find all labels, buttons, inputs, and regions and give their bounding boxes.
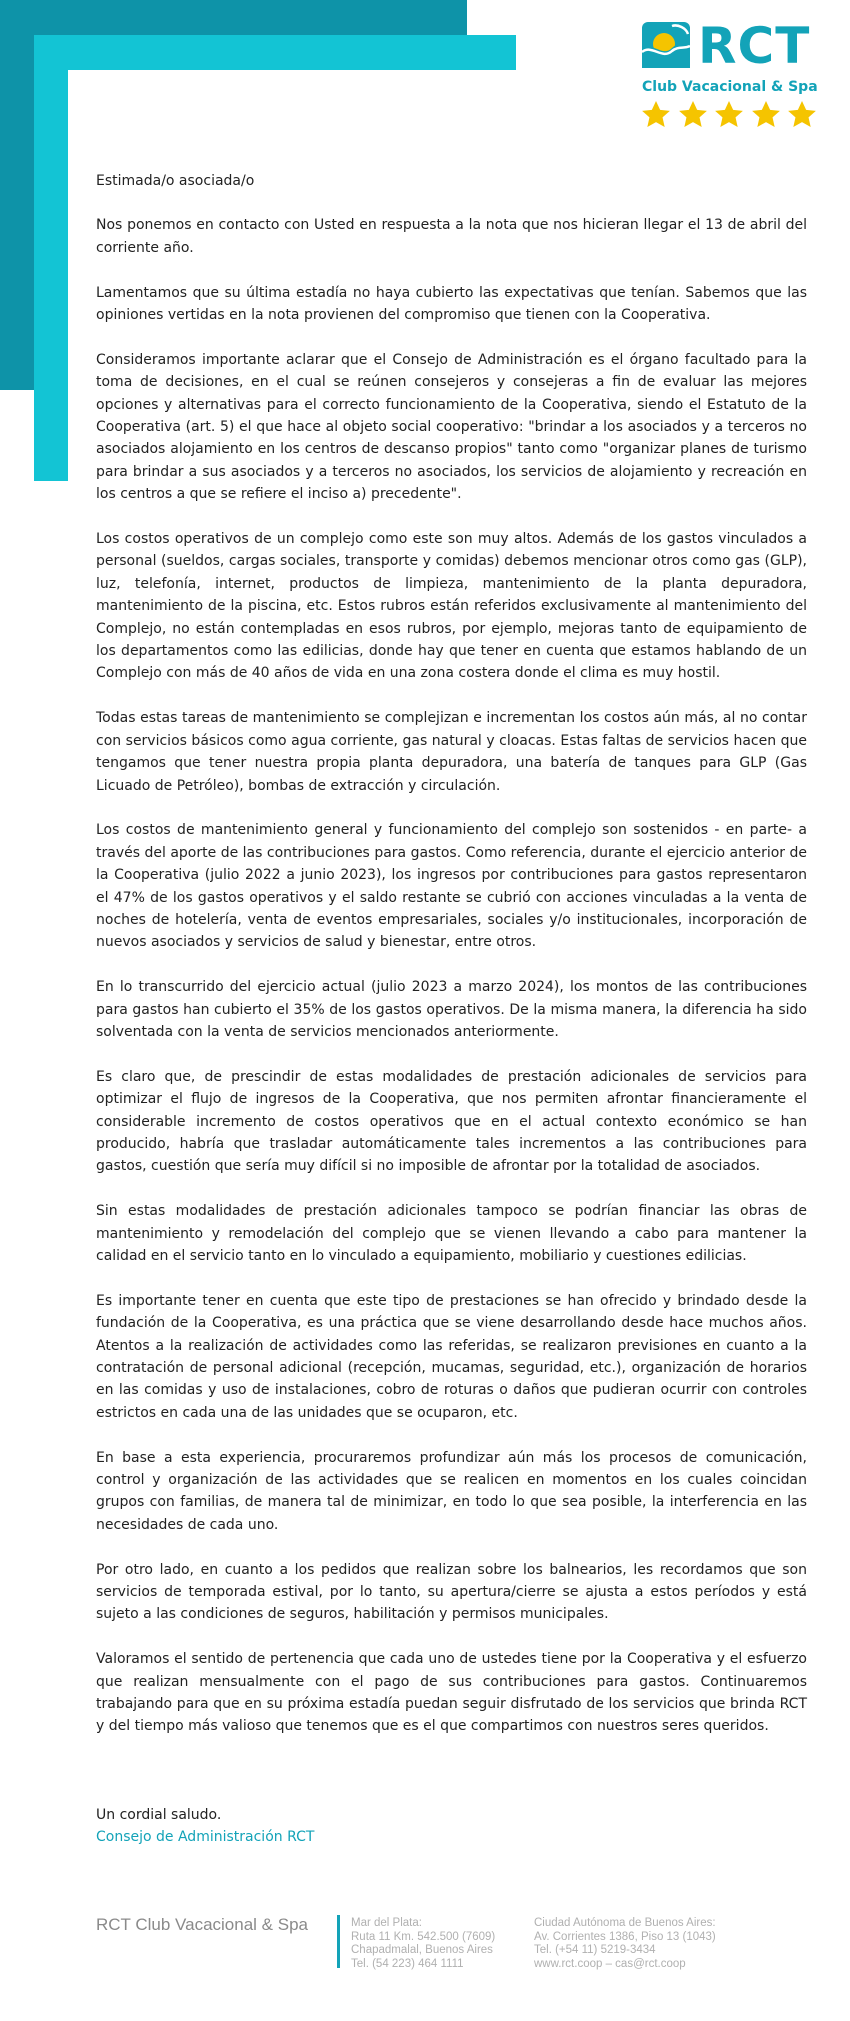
- paragraph: Consideramos importante aclarar que el Consejo de Administración es el órgano facultado para la toma de decisiones, en el cual se reúnen consejeros y consejeras a fin de evaluar las mejores opciones y alternativas para el correcto funcionamiento de la Cooperativa, siendo el Estatuto de la Cooperativa (art. 5) el que hace al objeto social cooperativo: "brindar a los asociados y a terceros no asociados alojamiento en los centros de descanso propios" tanto como "organizar planes de turismo para brindar a sus asociados y a terceros no asociados, los servicios de alojamiento y recreación en los centros a que se refiere el inciso a) precedente".: [96, 351, 807, 503]
- decor-band-light-vertical: [34, 35, 68, 481]
- footer-line: Tel. (+54 11) 5219-3434: [534, 1944, 656, 1956]
- footer-line: Ciudad Autónoma de Buenos Aires:: [534, 1917, 716, 1929]
- footer-link-web-email[interactable]: www.rct.coop – cas@rct.coop: [534, 1957, 686, 1970]
- star-icon: [677, 99, 709, 131]
- footer-line: Tel. (54 223) 464 1111: [351, 1957, 464, 1970]
- paragraph: Valoramos el sentido de pertenencia que cada uno de ustedes tiene por la Cooperativa y el esfuerzo que realizan mensualmente con el pago de sus contribuciones para gastos. Continuaremos trabajando para que en su próxima estadía puedan seguir disfrutado de los servicios que brinda RCT y del tiempo más valioso que tenemos que es el que compartimos con nuestros seres queridos.: [96, 1651, 807, 1735]
- paragraph: Es claro que, de prescindir de estas modalidades de prestación adicionales de servicios para optimizar el flujo de ingresos de la Cooperativa, que nos permiten afrontar financieramente el considerable incremento de costos operativos que en el actual contexto económico se han producido, habría que trasladar automáticamente tales incrementos a las contribuciones para gastos, cuestión que sería muy difícil si no imposible de afrontar por la totalidad de asociados.: [96, 1068, 807, 1175]
- brand-subtitle: Club Vacacional & Spa: [642, 79, 818, 95]
- decor-band-dark-vertical: [0, 0, 34, 390]
- footer-office-mar-del-plata: [351, 1917, 495, 1971]
- paragraph: Por otro lado, en cuanto a los pedidos que realizan sobre los balnearios, les recordamos que son servicios de temporada estival, por lo tanto, su apertura/cierre se ajusta a estos períodos y está sujeto a las condiciones de seguros, habilitación y permisos municipales.: [96, 1561, 807, 1623]
- footer-brand: RCT Club Vacacional & Spa: [96, 1915, 308, 1934]
- decor-band-dark-horizontal: [0, 0, 467, 35]
- footer-line: Chapadmalal, Buenos Aires: [351, 1944, 493, 1956]
- footer-office-caba: [534, 1917, 716, 1971]
- greeting: Estimada/o asociada/o: [96, 173, 255, 189]
- paragraph: Es importante tener en cuenta que este tipo de prestaciones se han ofrecido y brindado desde la fundación de la Cooperativa, es una práctica que se viene desarrollando desde hace muchos años. Atentos a la realización de actividades como las referidas, se realizaron previsiones en cuanto a la contratación de personal adicional (recepción, mucamas, seguridad, etc.), organización de horarios en las comidas y uso de instalaciones, cobro de roturas o daños que pudieran ocurrir con controles estrictos en cada una de las unidades que se ocuparon, etc.: [96, 1292, 807, 1421]
- paragraph: Lamentamos que su última estadía no haya cubierto las expectativas que tenían. Sabemos que las opiniones vertidas en la nota provienen del compromiso que tienen con la Cooperativa.: [96, 284, 807, 324]
- rct-logo: [640, 17, 818, 132]
- star-icon: [786, 99, 818, 131]
- paragraph: Los costos de mantenimiento general y funcionamiento del complejo son sostenidos - en parte- a través del aporte de las contribuciones para gastos. Como referencia, durante el ejercicio anterior de la Cooperativa (julio 2022 a junio 2023), los ingresos por contribuciones para gastos representaron el 47% de los gastos operativos y el saldo restante se cubrió con acciones vinculadas a la venta de noches de hotelería, venta de eventos empresariales, sociales y/o institucionales, incorporación de nuevos asociados y servicios de salud y bienestar, entre otros.: [96, 822, 807, 951]
- brand-wordmark: RCT: [698, 17, 811, 75]
- signature: Consejo de Administración RCT: [96, 1829, 315, 1845]
- paragraph: Nos ponemos en contacto con Usted en respuesta a la nota que nos hicieran llegar el 13 de abril del corriente año.: [96, 217, 807, 256]
- footer-divider: [337, 1915, 340, 1968]
- footer-line: Mar del Plata:: [351, 1917, 422, 1929]
- star-icon: [750, 99, 782, 131]
- paragraph: En lo transcurrido del ejercicio actual (julio 2023 a marzo 2024), los montos de las contribuciones para gastos han cubierto el 35% de los gastos operativos. De la misma manera, la diferencia ha sido solventada con la venta de servicios mencionados anteriormente.: [96, 979, 807, 1040]
- footer-line: Av. Corrientes 1386, Piso 13 (1043): [534, 1930, 716, 1943]
- letter-body: [96, 170, 807, 1760]
- paragraph: En base a esta experiencia, procuraremos profundizar aún más los procesos de comunicación, control y organización de las actividades que se realicen en momentos en los cuales coincidan grupos con familias, de manera tal de minimizar, en todo lo que sea posible, la interferencia en las necesidades de cada uno.: [96, 1449, 807, 1533]
- paragraph: Sin estas modalidades de prestación adicionales tampoco se podrían financiar las obras de mantenimiento y remodelación del complejo que se vienen llevando a cabo para mantener la calidad en el servicio tanto en lo vinculado a equipamiento, mobiliario y cuestiones edilicias.: [96, 1203, 807, 1264]
- footer-line: Ruta 11 Km. 542.500 (7609): [351, 1930, 496, 1943]
- paragraph: Los costos operativos de un complejo como este son muy altos. Además de los gastos vinculados a personal (sueldos, cargas sociales, transporte y comidas) debemos mencionar otros como gas (GLP), luz, telefonía, internet, productos de limpieza, mantenimiento de la planta depuradora, mantenimiento de la piscina, etc. Estos rubros están referidos exclusivamente al mantenimiento del Complejo, no están contempladas en esos rubros, por ejemplo, mejoras tanto de equipamiento de los departamentos como las edilicias, donde hay que tener en cuenta que estamos hablando de un Complejo con más de 40 años de vida en una zona costera donde el clima es muy hostil.: [96, 531, 807, 682]
- star-icon: [640, 99, 672, 131]
- paragraph: Todas estas tareas de mantenimiento se complejizan e incrementan los costos aún más, al no contar con servicios básicos como agua corriente, gas natural y cloacas. Estas faltas de servicios hacen que tengamos que tener nuestra propia planta depuradora, una batería de tanques para GLP (Gas Licuado de Petróleo), bombas de extracción y circulación.: [96, 710, 807, 794]
- sun-wave-logo-icon: [642, 22, 690, 68]
- rating-stars: [640, 99, 818, 133]
- decor-band-light-horizontal: [34, 35, 516, 70]
- star-icon: [713, 99, 745, 131]
- closing-salutation: Un cordial saludo.: [96, 1807, 222, 1823]
- letter-closing: [96, 1804, 314, 1848]
